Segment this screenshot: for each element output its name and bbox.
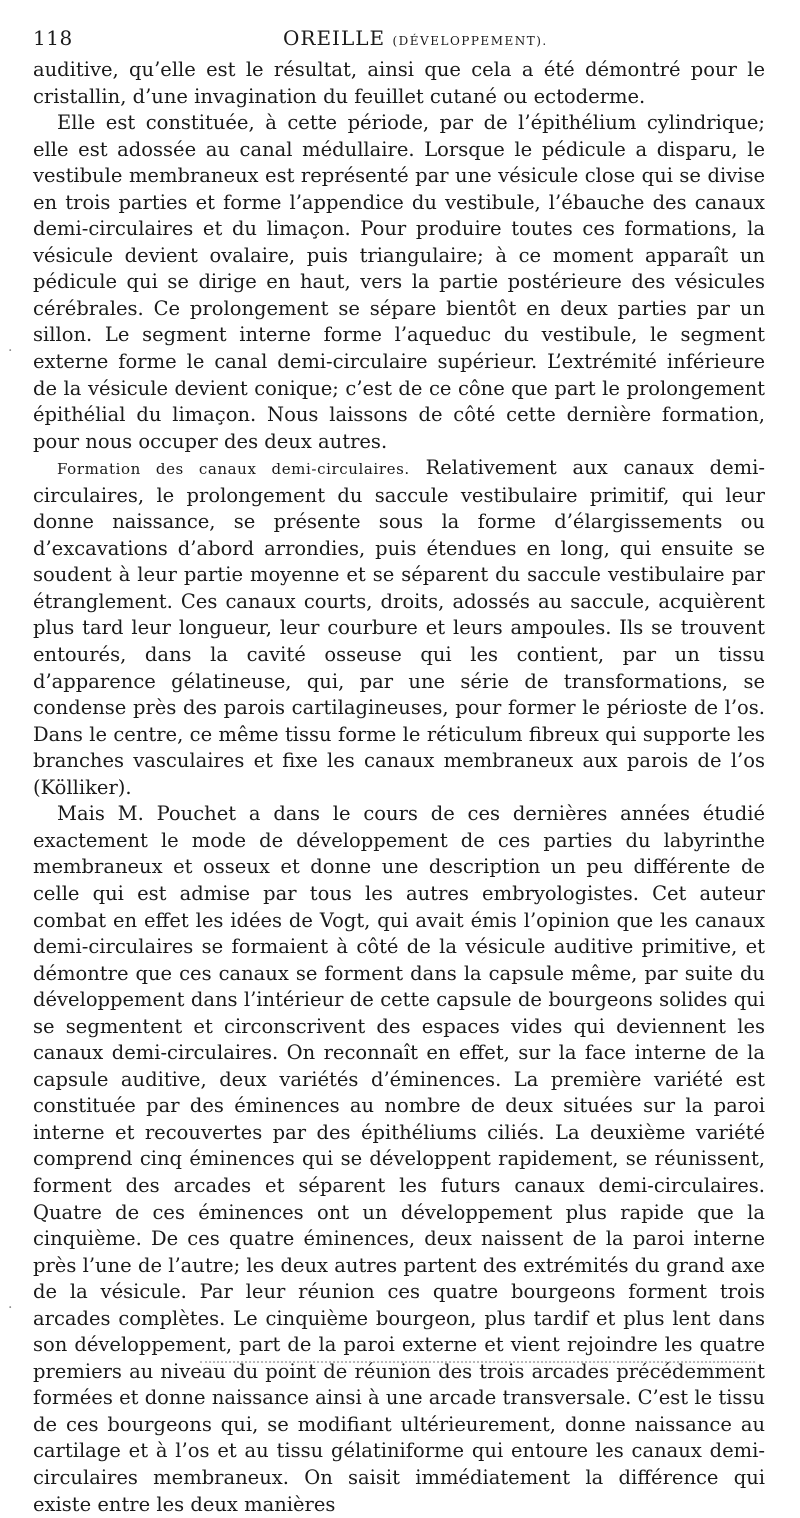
paragraph-continuation: auditive, qu’elle est le résultat, ainsi que cela a été démontré pour le cristallin, d’une invagination du feuillet cutané ou ectoderme. bbox=[33, 58, 765, 108]
margin-mark: · bbox=[8, 343, 13, 359]
margin-mark: · bbox=[8, 1300, 13, 1316]
page-number: 118 bbox=[33, 26, 73, 50]
section-heading: Formation des canaux demi-circulaires. bbox=[57, 460, 410, 479]
paragraph-canal-formation-text: Relativement aux canaux demi-circulaires, le prolongement du saccule vestibulaire primitif, qui leur donne naissance, se présente sous la forme d’élargissements ou d’excavations d’abord arrondies, puis étendues en long, qui ensuite se soudent à leur partie moyenne et se séparent du saccule vestibulaire par étranglement. Ces canaux courts, droits, adossés au saccule, acquièrent plus tard leur longueur, leur courbure et leurs ampoules. Ils se trouvent entourés, dans la cavité osseuse qui les contient, par un tissu d’apparence gélatineuse, qui, par une série de transformations, se condense près des parois cartilagineuses, pour former le périoste de l’os. Dans le centre, ce même tissu forme le réticulum fibreux qui supporte les branches vasculaires et fixe les canaux membraneux aux parois de l’os (Kölliker). bbox=[33, 456, 765, 799]
paragraph-vesicle-structure: Elle est constituée, à cette période, par de l’épithélium cylindrique; elle est adossée au canal médullaire. Lorsque le pédicule a disparu, le vestibule membraneux est représenté par une vésicule close qui se divise en trois parties et forme l’appendice du vestibule, l’ébauche des canaux demi-circulaires et du limaçon. Pour produire toutes ces formations, la vésicule devient ovalaire, puis triangulaire; à ce moment apparaît un pédicule qui se dirige en haut, vers la partie postérieure des vésicules cérébrales. Ce prolongement se sépare bientôt en deux parties par un sillon. Le segment interne forme l’aqueduc du vestibule, le segment externe forme le canal demi-circulaire supérieur. L’extrémité inférieure de la vésicule devient conique; c’est de ce cône que part le prolongement épithélial du limaçon. Nous laissons de côté cette dernière formation, pour nous occuper des deux autres. bbox=[33, 111, 765, 453]
footer-rule bbox=[200, 1361, 755, 1363]
paragraph-pouchet: Mais M. Pouchet a dans le cours de ces dernières années étudié exactement le mode de développement de ces parties du labyrinthe membraneux et osseux et donne une description un peu différente de celle qui est admise par tous les autres embryologistes. Cet auteur combat en effet les idées de Vogt, qui avait émis l’opinion que les canaux demi-circulaires se formaient à côté de la vésicule auditive primitive, et démontre que ces canaux se forment dans la capsule même, par suite du développement dans l’intérieur de cette capsule de bourgeons solides qui se segmentent et circonscrivent des espaces vides qui deviennent les canaux demi-circulaires. On reconnaît en effet, sur la face interne de la capsule auditive, deux variétés d’éminences. La première variété est constituée par des éminences au nombre de deux situées sur la paroi interne et recouvertes par des épithéliums ciliés. La deuxième variété comprend cinq éminences qui se développent rapidement, se réunissent, forment des arcades et séparent les futurs canaux demi-circulaires. Quatre de ces éminences ont un développement plus rapide que la cinquième. De ces quatre éminences, deux naissent de la paroi interne près l’une de l’autre; les deux autres partent des extrémités du grand axe de la vésicule. Par leur réunion ces quatre bourgeons forment trois arcades complètes. Le cinquième bourgeon, plus tardif et plus lent dans son développement, part de la paroi externe et vient rejoindre les quatre premiers au niveau du point de réunion des trois arcades précédemment formées et donne naissance ainsi à une arcade transversale. C’est le tissu de ces bourgeons qui, se modifiant ultérieurement, donne naissance au cartilage et à l’os et au tissu gélatiniforme qui entoure les canaux demi-circulaires membraneux. On saisit immédiatement la différence qui existe entre les deux manières bbox=[33, 802, 765, 1516]
running-header bbox=[33, 22, 767, 52]
running-title bbox=[283, 26, 548, 50]
paragraph-canal-formation bbox=[33, 455, 765, 801]
running-title-main: OREILLE bbox=[283, 26, 386, 50]
body-text bbox=[33, 57, 765, 1518]
running-title-sub: (DÉVELOPPEMENT). bbox=[392, 34, 548, 48]
